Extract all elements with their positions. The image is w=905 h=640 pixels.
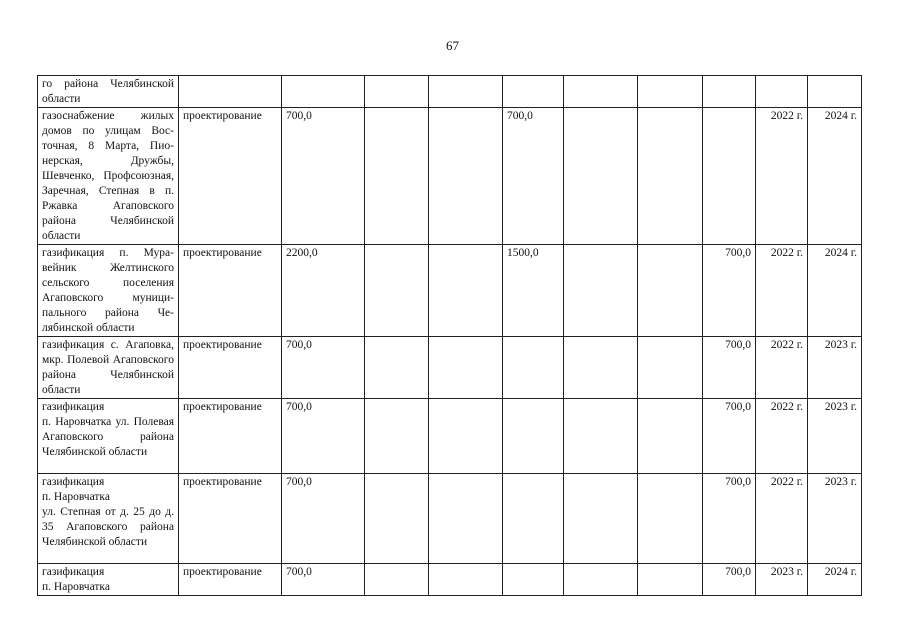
end-year-cell: 2024 г.: [808, 245, 862, 337]
total-amount-cell: 700,0: [282, 399, 365, 474]
amount-cell: [564, 399, 638, 474]
start-year-cell: 2023 г.: [756, 564, 808, 596]
description-line: газификация: [42, 476, 105, 488]
total-amount-cell: 700,0: [282, 474, 365, 564]
end-year-cell: 2024 г.: [808, 108, 862, 245]
amount-cell: [638, 337, 703, 399]
empty-cell: [365, 564, 429, 596]
description-line: ул. Степная от д. 25 до д. 35 Агаповского района Челябинской области: [42, 506, 174, 548]
total-amount-cell: [282, 76, 365, 108]
amount-cell: [564, 337, 638, 399]
stage-cell: проектирование: [179, 474, 282, 564]
empty-cell: [365, 337, 429, 399]
amount-cell: [429, 564, 503, 596]
end-year-cell: 2024 г.: [808, 564, 862, 596]
end-year-cell: 2023 г.: [808, 474, 862, 564]
page-number: 67: [446, 38, 459, 53]
stage-cell: [179, 76, 282, 108]
description-line: п. Наровчатка ул. Полевая Агаповского района Челябинской области: [42, 416, 174, 458]
object-description-cell: [38, 564, 179, 596]
amount-cell: [503, 337, 564, 399]
amount-cell: [503, 474, 564, 564]
stage-cell: проектирование: [179, 337, 282, 399]
table-body: [38, 76, 862, 596]
amount-cell: [638, 474, 703, 564]
table-row: [38, 108, 862, 245]
start-year-cell: 2022 г.: [756, 399, 808, 474]
amount-cell: [703, 76, 756, 108]
stage-cell: проектирование: [179, 108, 282, 245]
amount-cell: 700,0: [703, 337, 756, 399]
amount-cell: [564, 564, 638, 596]
amount-cell: 700,0: [703, 245, 756, 337]
empty-cell: [365, 399, 429, 474]
object-description-cell: газификация п. Муравейник Желтинского сельского поселения Агаповского муниципального района Челябинской области: [38, 245, 179, 337]
description-line: п. Наровчатка: [42, 581, 110, 593]
object-description-cell: газификация с. Агаповка, мкр. Полевой Агаповского района Челябинской области: [38, 337, 179, 399]
table-row: [38, 474, 862, 564]
amount-cell: [703, 108, 756, 245]
object-description-cell: [38, 399, 179, 474]
table-row: [38, 245, 862, 337]
end-year-cell: 2023 г.: [808, 337, 862, 399]
total-amount-cell: 700,0: [282, 108, 365, 245]
total-amount-cell: 2200,0: [282, 245, 365, 337]
amount-cell: [429, 474, 503, 564]
end-year-cell: [808, 76, 862, 108]
amount-cell: [503, 564, 564, 596]
amount-cell: [429, 245, 503, 337]
amount-cell: [564, 474, 638, 564]
object-description-cell: го района Челябинской области: [38, 76, 179, 108]
empty-cell: [365, 245, 429, 337]
amount-cell: 700,0: [703, 474, 756, 564]
table-row: [38, 337, 862, 399]
amount-cell: 700,0: [703, 399, 756, 474]
amount-cell: [429, 76, 503, 108]
amount-cell: [429, 108, 503, 245]
start-year-cell: 2022 г.: [756, 245, 808, 337]
amount-cell: [638, 245, 703, 337]
table-row: [38, 76, 862, 108]
start-year-cell: [756, 76, 808, 108]
description-line: газификация: [42, 401, 105, 413]
amount-cell: [564, 245, 638, 337]
empty-cell: [365, 474, 429, 564]
amount-cell: [503, 399, 564, 474]
empty-cell: [365, 108, 429, 245]
amount-cell: [564, 76, 638, 108]
amount-cell: [503, 76, 564, 108]
stage-cell: проектирование: [179, 245, 282, 337]
empty-cell: [365, 76, 429, 108]
start-year-cell: 2022 г.: [756, 108, 808, 245]
amount-cell: 700,0: [503, 108, 564, 245]
total-amount-cell: 700,0: [282, 337, 365, 399]
amount-cell: [429, 399, 503, 474]
amount-cell: [638, 108, 703, 245]
amount-cell: [638, 76, 703, 108]
amount-cell: [638, 399, 703, 474]
start-year-cell: 2022 г.: [756, 337, 808, 399]
program-table: [37, 75, 862, 596]
description-line: п. Наровчатка: [42, 491, 110, 503]
stage-cell: проектирование: [179, 564, 282, 596]
description-line: газификация: [42, 566, 105, 578]
amount-cell: 700,0: [703, 564, 756, 596]
total-amount-cell: 700,0: [282, 564, 365, 596]
start-year-cell: 2022 г.: [756, 474, 808, 564]
object-description-cell: газоснабжение жилых домов по улицам Восточная, 8 Марта, Пионерская, Дружбы, Шевченко, Профсоюзная, Заречная, Степная в п. Ржавка Агаповского района Челябинской области: [38, 108, 179, 245]
amount-cell: [638, 564, 703, 596]
end-year-cell: 2023 г.: [808, 399, 862, 474]
table-row: [38, 399, 862, 474]
amount-cell: [564, 108, 638, 245]
amount-cell: 1500,0: [503, 245, 564, 337]
object-description-cell: [38, 474, 179, 564]
stage-cell: проектирование: [179, 399, 282, 474]
table-row: [38, 564, 862, 596]
amount-cell: [429, 337, 503, 399]
